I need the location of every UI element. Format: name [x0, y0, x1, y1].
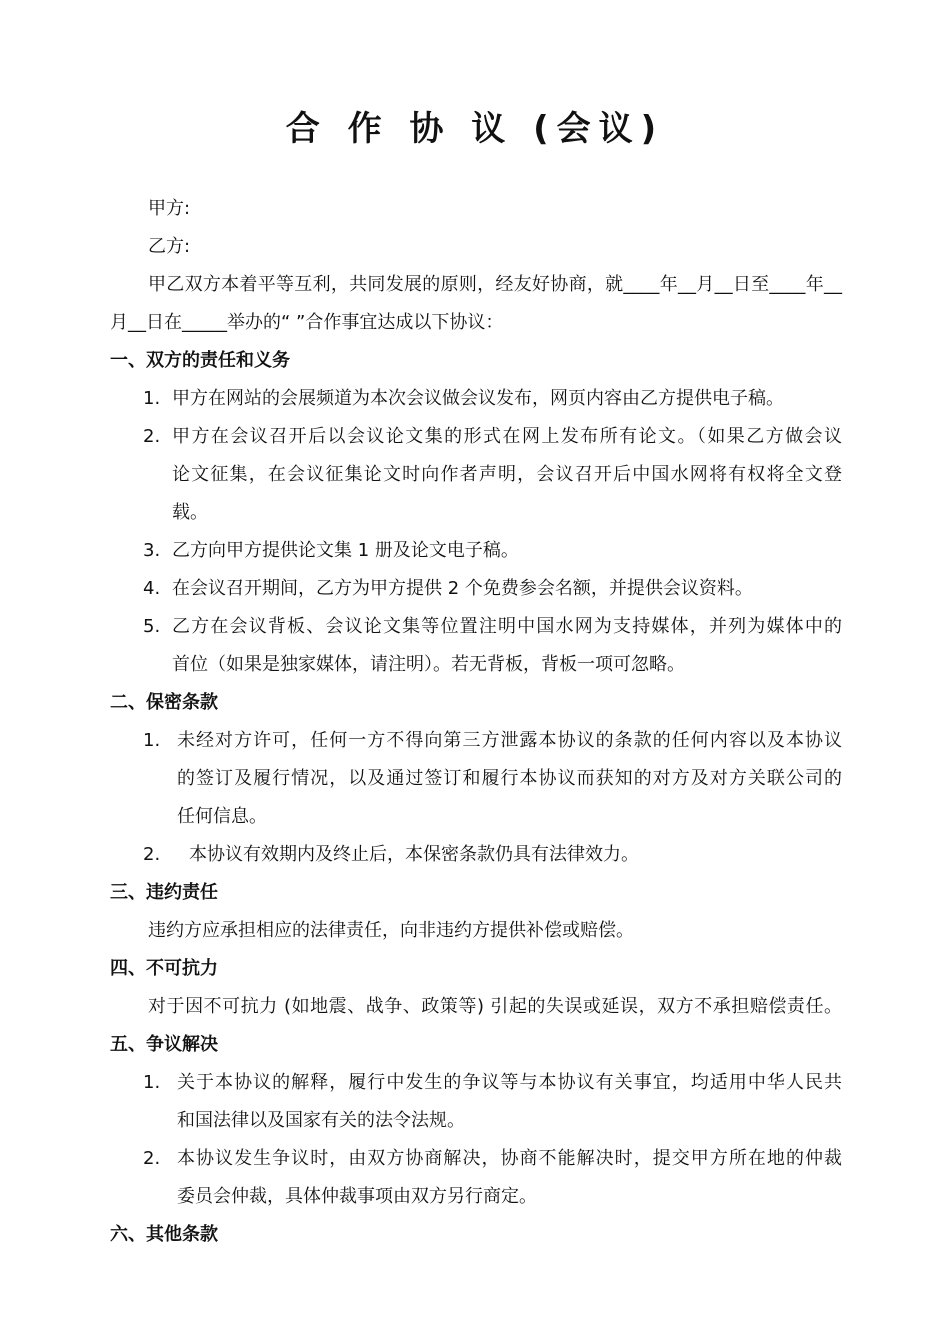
intro-line-1: 甲乙双方本着平等互利，共同发展的原则，经友好协商，就____年__月__日至____年__	[148, 274, 842, 295]
list-item-number: 2.	[143, 426, 161, 447]
section-heading-1: 一、双方的责任和义务	[110, 350, 290, 371]
page-title: 合 作 协 议 (会议)	[285, 109, 665, 149]
list-item-line: 委员会仲裁，具体仲裁事项由双方另行商定。	[177, 1186, 537, 1207]
party-a-label: 甲方:	[148, 198, 191, 219]
list-item-number: 2.	[143, 844, 161, 865]
list-item-line: 首位（如果是独家媒体，请注明）。若无背板，背板一项可忽略。	[172, 654, 685, 675]
list-item-line: 本协议有效期内及终止后，本保密条款仍具有法律效力。	[189, 844, 639, 865]
list-item-line: 未经对方许可，任何一方不得向第三方泄露本协议的条款的任何内容以及本协议	[177, 730, 842, 751]
list-item-line: 的签订及履行情况，以及通过签订和履行本协议而获知的对方及对方关联公司的	[177, 768, 842, 789]
intro-line-2: 月__日在_____举办的“ ”合作事宜达成以下协议：	[110, 312, 504, 333]
list-item-line: 甲方在会议召开后以会议论文集的形式在网上发布所有论文。（如果乙方做会议	[172, 426, 842, 447]
list-item-line: 在会议召开期间，乙方为甲方提供 2 个免费参会名额，并提供会议资料。	[172, 578, 753, 599]
list-item-line: 甲方在网站的会展频道为本次会议做会议发布，网页内容由乙方提供电子稿。	[172, 388, 784, 409]
list-item-line: 本协议发生争议时，由双方协商解决，协商不能解决时，提交甲方所在地的仲裁	[177, 1148, 842, 1169]
list-item-number: 1.	[143, 1072, 161, 1093]
list-item-number: 1.	[143, 730, 161, 751]
section-heading-4: 四、不可抗力	[110, 958, 218, 979]
list-item-number: 1.	[143, 388, 161, 409]
section-text: 对于因不可抗力 (如地震、战争、政策等) 引起的失误或延误，双方不承担赔偿责任。	[148, 996, 842, 1017]
list-item-number: 4.	[143, 578, 161, 599]
list-item-line: 乙方向甲方提供论文集 1 册及论文电子稿。	[172, 540, 519, 561]
section-heading-5: 五、争议解决	[110, 1034, 218, 1055]
list-item-number: 3.	[143, 540, 161, 561]
section-heading-2: 二、保密条款	[110, 692, 218, 713]
list-item-line: 关于本协议的解释，履行中发生的争议等与本协议有关事宜，均适用中华人民共	[177, 1072, 842, 1093]
list-item-number: 5.	[143, 616, 161, 637]
section-heading-6: 六、其他条款	[110, 1224, 218, 1245]
section-heading-3: 三、违约责任	[110, 882, 218, 903]
list-item-number: 2.	[143, 1148, 161, 1169]
list-item-line: 任何信息。	[177, 806, 267, 827]
list-item-line: 和国法律以及国家有关的法令法规。	[177, 1110, 465, 1131]
section-text: 违约方应承担相应的法律责任，向非违约方提供补偿或赔偿。	[148, 920, 634, 941]
list-item-line: 载。	[172, 502, 208, 523]
list-item-line: 论文征集，在会议征集论文时向作者声明，会议召开后中国水网将有权将全文登	[172, 464, 842, 485]
list-item-line: 乙方在会议背板、会议论文集等位置注明中国水网为支持媒体，并列为媒体中的	[172, 616, 842, 637]
party-b-label: 乙方:	[148, 236, 191, 257]
